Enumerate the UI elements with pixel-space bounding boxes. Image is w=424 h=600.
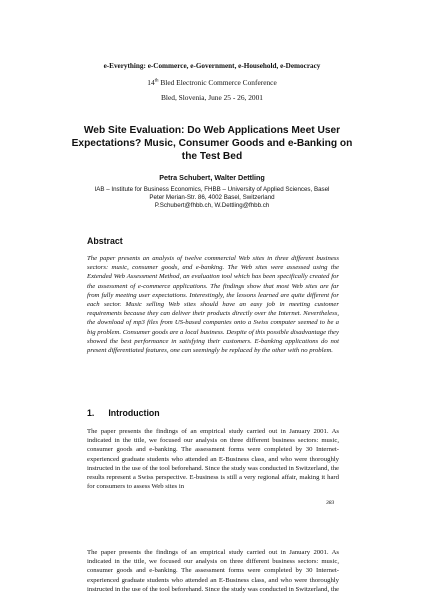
section-title: Introduction (108, 408, 160, 418)
paper-title: Web Site Evaluation: Do Web Applications Meet User Expectations? Music, Consumer Goods and e-Banking on the Test Bed (71, 125, 353, 162)
continuation-text: The paper presents the findings of an empirical study carried out in January 2001. As indicated in the title, we focused our analysis on three different business sectors: music, consumer goods and e-banking. The assessment forms were completed by 30 Internet-experienced graduate students who attended an E-Business class, and who were thoroughly instructed in the use of the tool beforehand. Since the study was conducted in Switzerland, the (87, 549, 340, 593)
section-number: 1. (87, 408, 95, 418)
conference-series: e-Everything: e-Commerce, e-Government, e-Household, e-Democracy (103, 62, 321, 70)
introduction-heading (87, 408, 160, 418)
abstract-text: The paper presents an analysis of twelve commercial Web sites in three different business sectors: music, consumer goods, and e-banking. The Web sites were assessed using the Extended Web Assessment Method, an evaluation tool which has been specifically created for the assessment of e-commerce applications. The findings show that most Web sites are far from fully meeting user expectations. Interestingly, the lessons learned are quite different for each sector. Music selling Web sites should have an easy job in meeting customer requirements because they can deliver their products directly over the Internet. Nevertheless, the download of mp3 files from US-based companies onto a Swiss computer seemed to be a big problem. Consumer goods are a local business. Despite of this possible disadvantage they showed the best performance in satisfying their customers. E-banking applications do not present differentiated features, one can seemingly be replaced by the other with no problem. (87, 255, 339, 355)
paper-authors: Petra Schubert, Walter Dettling (159, 173, 265, 182)
conference-number: 14 (147, 78, 155, 87)
page-number: 383 (326, 500, 335, 506)
conference-title: Bled Electronic Commerce Conference (158, 78, 277, 87)
conference-suffix: th (154, 78, 159, 84)
abstract-heading: Abstract (87, 236, 123, 246)
author-affiliation (40, 186, 384, 210)
introduction-text: The paper presents the findings of an empirical study carried out in January 2001. As indicated in the title, we focused our analysis on three different business sectors: music, consumer goods and e-banking. The assessment forms were completed by 30 Internet-experienced graduate students who attended an E-Business class, and who were thoroughly instructed in the use of the tool beforehand. Since the study was conducted in Switzerland, the results represent a Swiss perspective. E-business is still a very regional affair, making it hard for consumers to assess Web sites in (87, 428, 340, 491)
affiliation-institute: IAB – Institute for Business Economics, FHBB – University of Applied Sciences, Basel (94, 186, 330, 193)
affiliation-address: Peter Merian-Str. 86, 4002 Basel, Switzerland (149, 194, 275, 201)
conference-place-date: Bled, Slovenia, June 25 - 26, 2001 (160, 93, 264, 102)
affiliation-emails: P.Schubert@fhbb.ch, W.Dettling@fhbb.ch (154, 202, 270, 209)
conference-name (0, 78, 424, 87)
